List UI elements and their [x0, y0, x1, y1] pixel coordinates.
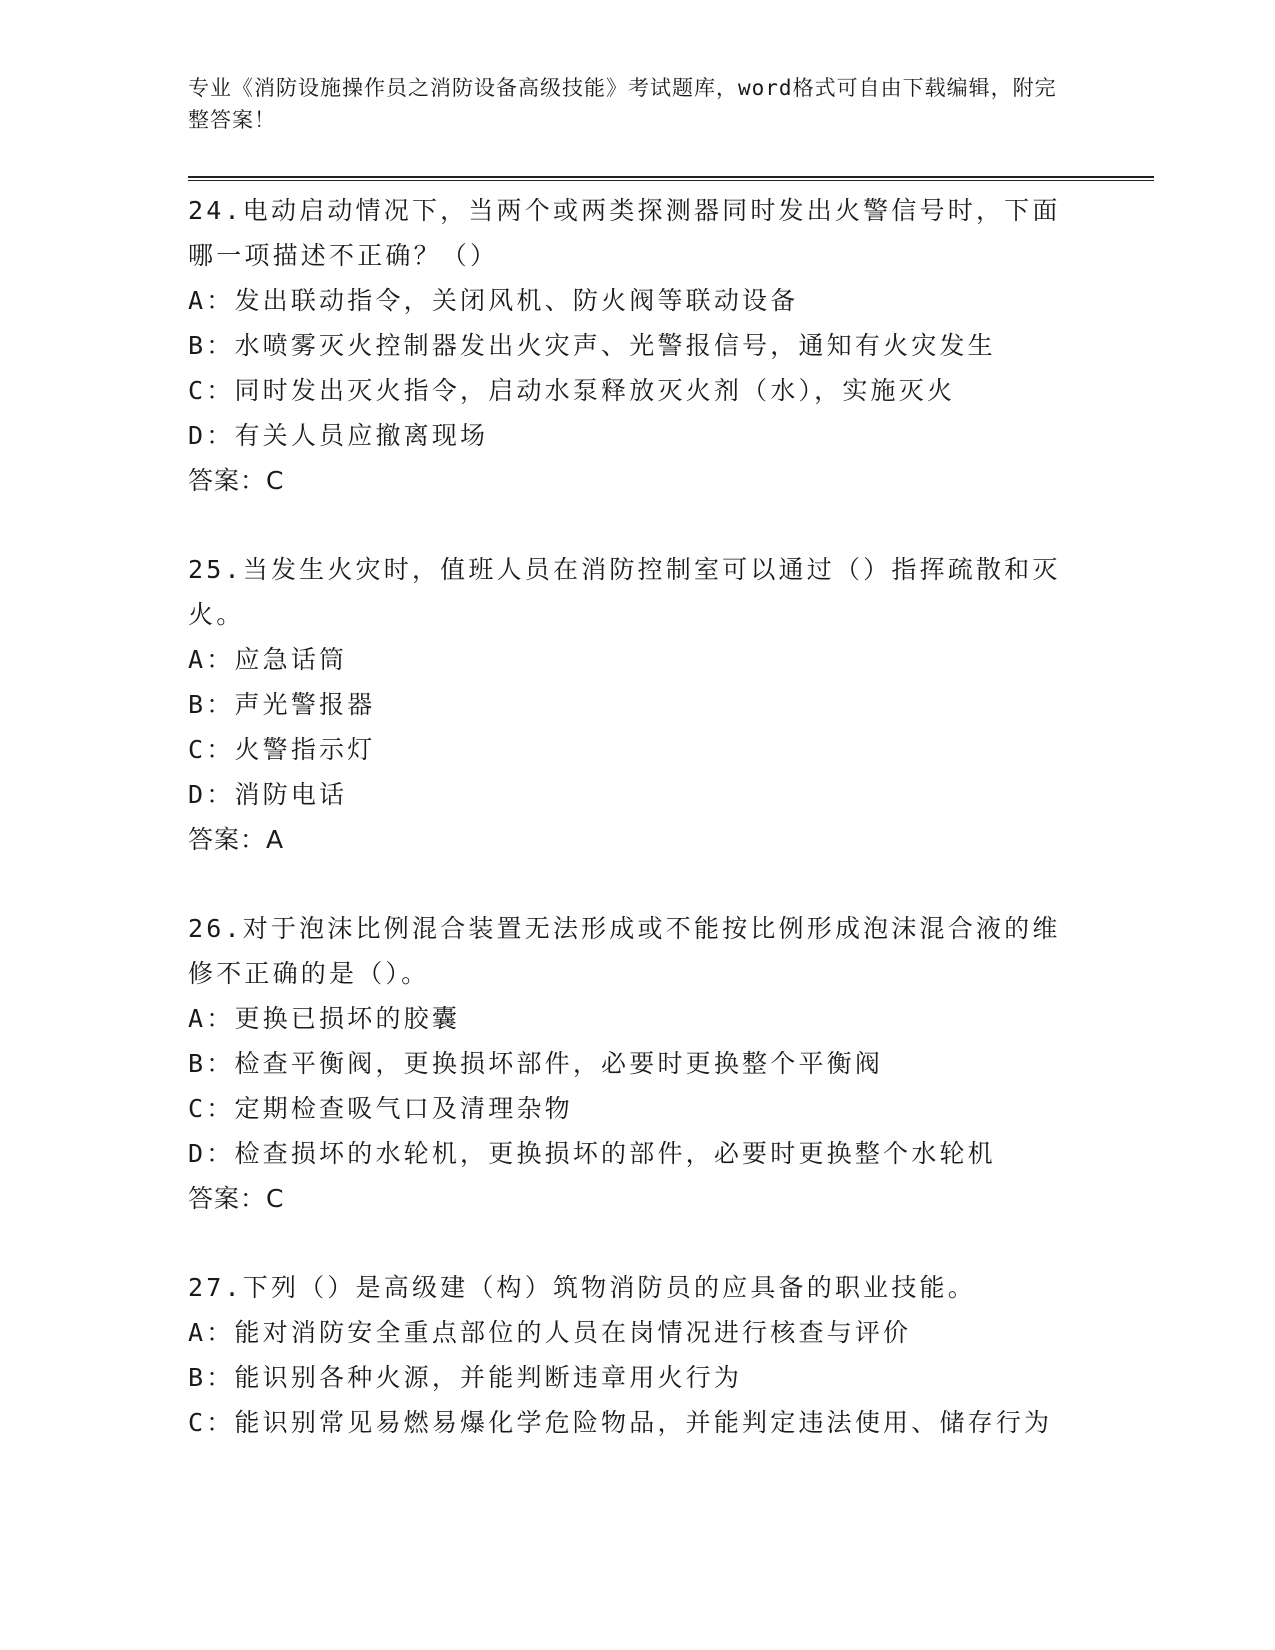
- answer-line: 答案：C: [188, 466, 285, 495]
- option-a: A：更换已损坏的胶囊: [188, 1004, 461, 1033]
- document-header: 专业《消防设施操作员之消防设备高级技能》考试题库，word格式可自由下载编辑，附完整答案！: [188, 76, 1057, 132]
- question-stem: 27.下列（）是高级建（构）筑物消防员的应具备的职业技能。: [188, 1273, 976, 1302]
- option-b: B：声光警报器: [188, 690, 376, 719]
- option-c: C：同时发出灭火指令，启动水泵释放灭火剂（水），实施灭火: [188, 376, 956, 405]
- question-24: [188, 188, 1088, 503]
- option-b: B：能识别各种火源，并能判断违章用火行为: [188, 1363, 743, 1392]
- option-b: B：水喷雾灭火控制器发出火灾声、光警报信号，通知有火灾发生: [188, 331, 996, 360]
- answer-line: 答案：C: [188, 1184, 285, 1213]
- option-b: B：检查平衡阀，更换损坏部件，必要时更换整个平衡阀: [188, 1049, 884, 1078]
- option-d: D：消防电话: [188, 780, 348, 809]
- option-a: A：能对消防安全重点部位的人员在岗情况进行核查与评价: [188, 1318, 912, 1347]
- question-stem: 26.对于泡沫比例混合装置无法形成或不能按比例形成泡沫混合液的维修不正确的是（）。: [188, 914, 1061, 988]
- option-d: D：有关人员应撤离现场: [188, 421, 489, 450]
- question-26: [188, 906, 1088, 1221]
- option-c: C：火警指示灯: [188, 735, 376, 764]
- question-stem: 24.电动启动情况下，当两个或两类探测器同时发出火警信号时，下面哪一项描述不正确？（）: [188, 196, 1061, 270]
- option-a: A：应急话筒: [188, 645, 348, 674]
- answer-line: 答案：A: [188, 825, 285, 854]
- option-c: C：定期检查吸气口及清理杂物: [188, 1094, 573, 1123]
- question-stem: 25.当发生火灾时，值班人员在消防控制室可以通过（）指挥疏散和灭火。: [188, 555, 1061, 629]
- question-27: [188, 1265, 1088, 1445]
- question-list: [188, 188, 1088, 1489]
- header-divider: [188, 176, 1154, 181]
- option-c: C：能识别常见易燃易爆化学危险物品，并能判定违法使用、储存行为: [188, 1408, 1053, 1437]
- option-a: A：发出联动指令，关闭风机、防火阀等联动设备: [188, 286, 799, 315]
- option-d: D：检查损坏的水轮机，更换损坏的部件，必要时更换整个水轮机: [188, 1139, 996, 1168]
- question-25: [188, 547, 1088, 862]
